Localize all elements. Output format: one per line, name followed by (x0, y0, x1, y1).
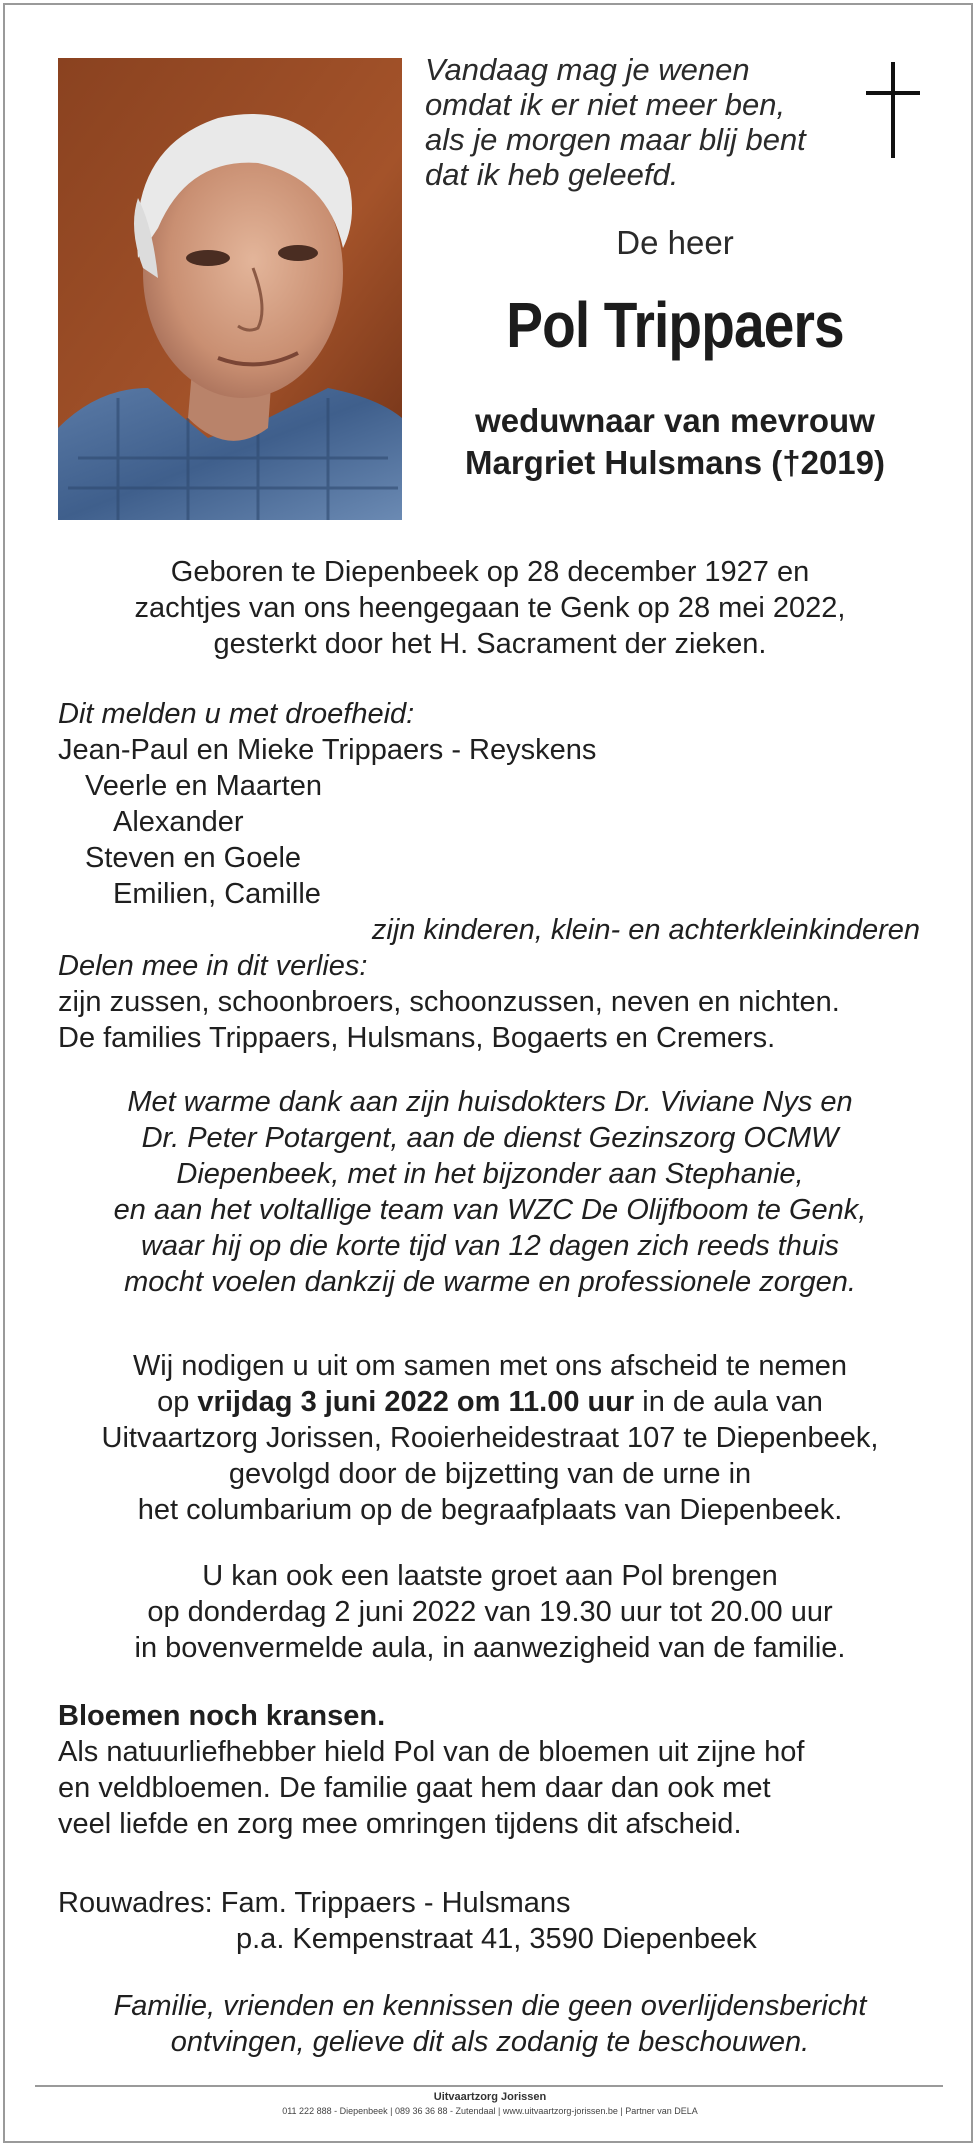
text-line: zachtjes van ons heengegaan te Genk op 28 mei 2022, (134, 592, 846, 624)
text-line: U kan ook een laatste groet aan Pol brengen (202, 1560, 778, 1592)
text-line: mocht voelen dankzij de warme en professionele zorgen. (124, 1266, 856, 1298)
share-line: De families Trippaers, Hulsmans, Bogaerts en Cremers. (58, 1022, 776, 1054)
text-line: gesterkt door het H. Sacrament der zieken. (213, 628, 767, 660)
text-line: Diepenbeek, met in het bijzonder aan Stephanie, (176, 1158, 804, 1190)
family-member: Jean-Paul en Mieke Trippaers - Reyskens (58, 734, 597, 766)
mourning-address (58, 1885, 922, 1957)
family-member: Emilien, Camille (113, 878, 321, 910)
birth-death-info (58, 554, 922, 662)
ceremony-date: vrijdag 3 juni 2022 om 11.00 uur (197, 1386, 635, 1418)
text-line: Dr. Peter Potargent, aan de dienst Gezinszorg OCMW (141, 1122, 839, 1154)
text-line: Uitvaartzorg Jorissen, Rooierheidestraat 107 te Diepenbeek, (101, 1422, 879, 1454)
widow-line: Margriet Hulsmans (†2019) (465, 444, 885, 481)
text-line: waar hij op die korte tijd van 12 dagen zich reeds thuis (140, 1230, 840, 1262)
text-line: op donderdag 2 juni 2022 van 19.30 uur tot 20.00 uur (147, 1596, 833, 1628)
honorific: De heer (616, 224, 734, 261)
family-list (58, 696, 922, 1056)
family-member: Steven en Goele (85, 842, 302, 874)
address-line: p.a. Kempenstraat 41, 3590 Diepenbeek (236, 1923, 757, 1955)
family-member: Alexander (113, 806, 244, 838)
share-line: zijn zussen, schoonbroers, schoonzussen, neven en nichten. (58, 986, 840, 1018)
ceremony-invitation (58, 1348, 922, 1528)
widow-line: weduwnaar van mevrouw (475, 402, 875, 439)
family-relation: zijn kinderen, klein- en achterkleinkinderen (371, 914, 920, 946)
text-line: gevolgd door de bijzetting van de urne in (228, 1458, 752, 1490)
poem-line: Vandaag mag je wenen (425, 52, 750, 87)
funeral-home-name: Uitvaartzorg Jorissen (433, 2091, 547, 2103)
closing-note (58, 1988, 922, 2060)
last-greeting (58, 1558, 922, 1666)
poem-line: omdat ik er niet meer ben, (425, 87, 786, 122)
text-fragment: op (157, 1386, 198, 1418)
family-intro: Dit melden u met droefheid: (58, 698, 415, 730)
text-line: het columbarium op de begraafplaats van Diepenbeek. (137, 1494, 843, 1526)
family-member: Veerle en Maarten (85, 770, 322, 802)
thanks-paragraph (58, 1084, 922, 1300)
latin-cross-icon (864, 60, 922, 160)
text-line: Familie, vrienden en kennissen die geen overlijdensbericht (113, 1990, 867, 2022)
address-line: Rouwadres: Fam. Trippaers - Hulsmans (58, 1887, 571, 1919)
portrait-photo (58, 58, 402, 520)
share-intro: Delen mee in dit verlies: (58, 950, 368, 982)
flowers-notice (58, 1698, 922, 1842)
funeral-home-contact: 011 222 888 - Diepenbeek | 089 36 36 88 - Zutendaal | www.uitvaartzorg-jorissen.be | Partner van DELA (282, 2106, 698, 2116)
text-line: Geboren te Diepenbeek op 28 december 1927 en (170, 556, 810, 588)
flowers-heading: Bloemen noch kransen. (58, 1700, 386, 1732)
text-line: ontvingen, gelieve dit als zodanig te beschouwen. (170, 2026, 810, 2058)
text-line: Wij nodigen u uit om samen met ons afscheid te nemen (132, 1350, 848, 1382)
ceremony-date-line (58, 1384, 922, 1420)
poem (425, 52, 845, 192)
widow-of (425, 400, 925, 484)
text-line: in bovenvermelde aula, in aanwezigheid van de familie. (134, 1632, 846, 1664)
footer-divider (35, 2085, 943, 2087)
text-line: en aan het voltallige team van WZC De Olijfboom te Genk, (113, 1194, 867, 1226)
text-line: Met warme dank aan zijn huisdokters Dr. Viviane Nys en (127, 1086, 853, 1118)
poem-line: dat ik heb geleefd. (425, 157, 679, 192)
text-line: Als natuurliefhebber hield Pol van de bloemen uit zijne hof (58, 1736, 805, 1768)
deceased-name: Pol Trippaers (506, 289, 844, 361)
text-fragment: in de aula van (634, 1386, 823, 1418)
text-line: veel liefde en zorg mee omringen tijdens dit afscheid. (58, 1808, 742, 1840)
poem-line: als je morgen maar blij bent (425, 122, 806, 157)
text-line: en veldbloemen. De familie gaat hem daar dan ook met (58, 1772, 771, 1804)
